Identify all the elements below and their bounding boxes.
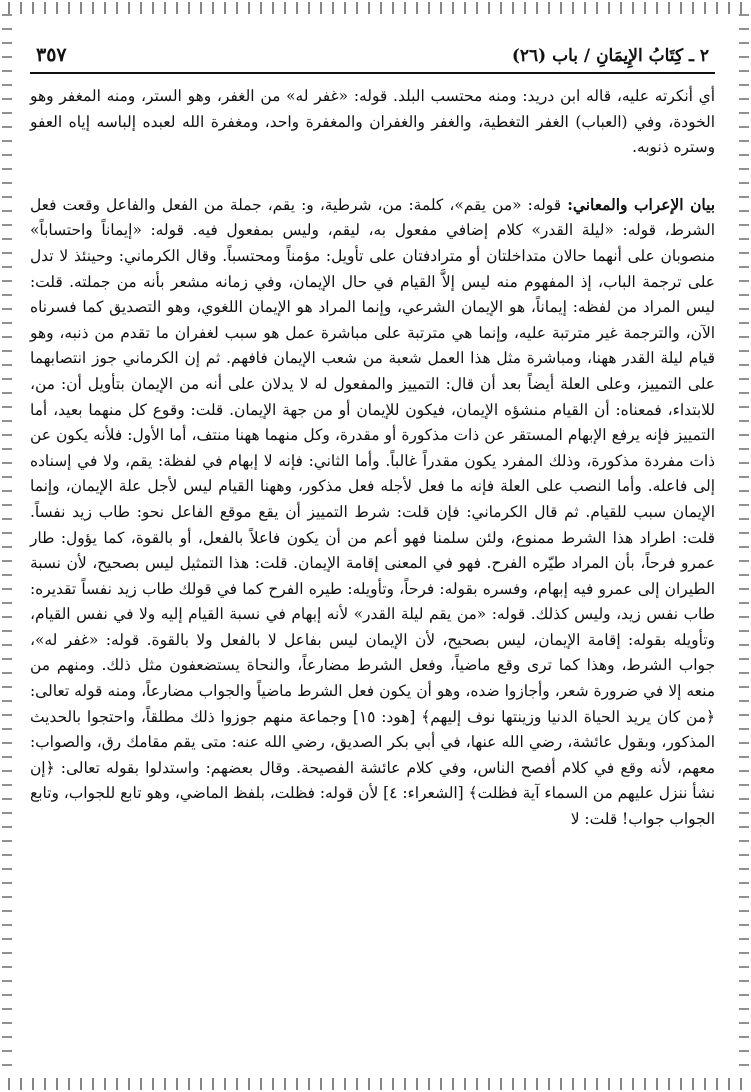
chapter-title: ٢ ـ كِتَابُ الإِيمَانِ / باب (٢٦)	[511, 46, 709, 66]
page-number: ٣٥٧	[36, 44, 67, 66]
book-page	[30, 42, 715, 1064]
paragraph-2-body: قوله: «من يقم»، كلمة: من، شرطية، و: يقم، جملة من الفعل والفاعل وقعت فعل الشرط، قوله: «ليلة القدر» كلام إضافي مفعول به، ليقم، وليس بمفعول فيه. قوله: «إيماناً واحتساباً» منصوبان على أنهما حالان متداخلتان أو مترادفتان على تأويل: مؤمناً ومحتسباً. وقال الكرماني: وحينئذ لا تدل على ترجمة الباب، إذ المفهوم منه ليس إلاَّ القيام في حال الإيمان، وفي زمانه مشعر بأنه من جملته. قلت: ليس المراد من لفظه: إيماناً، هو الإيمان الشرعي، وإنما المراد هو الإيمان اللغوي، وهو التصديق كما فسرناه الآن، والترجمة غير مترتبة عليه، وإنما هي مترتبة على مباشرة عمل هو سبب لغفران ما تقدم من ذنبه، وهو قيام ليلة القدر ههنا، ومباشرة مثل هذا العمل شعبة من شعب الإيمان فافهم. ثم إن الكرماني جوز انتصابهما على التمييز، وعلى العلة أيضاً بعد أن قال: التمييز والمفعول له لا يدلان على أنه من الإيمان بتأويل أن: من، للابتداء، فمعناه: أن القيام منشؤه الإيمان، فيكون للإيمان أو من جهة الإيمان. قلت: وقوع كل منهما بعيد، أما التمييز فإنه يرفع الإبهام المستقر عن ذات مذكورة أو مقدرة، وكل منهما ههنا منتف، أما الأول: فلأنه يكون عن ذات مفردة مذكورة، وذلك المفرد يكون مقدراً غالباً. وأما الثاني: فإنه لا إبهام في لفظة: يقم، ولا في إسناده إلى فاعله. وأما النصب على العلة فإنه ما فعل لأجله فعل مذكور، وههنا القيام ليس لأجل علة الإيمان، وإنما الإيمان سبب للقيام. ثم قال الكرماني: فإن قلت: شرط التمييز أن يقع موقع الفاعل نحو: طاب زيد نفساً. قلت: اطراد هذا الشرط ممنوع، ولئن سلمنا فهو أعم من أن يكون فاعلاً بالفعل، أو بالقوة، كما يؤول: طار عمرو فرحاً، بأن المراد طيّره الفرح. فهو في المعنى إقامة الإيمان. قلت: هذا التمثيل ليس بصحيح، لأن نسبة الطيران إلى عمرو فيه إبهام، وفسره بقوله: فرحاً، وتأويله: طيره الفرح كما في قولك طاب زيد نفساً تقديره: طاب نفس زيد، وليس كذلك. قوله: «من يقم ليلة القدر» لأنه إبهام في نسبة القيام إليه ولا في نفس القيام، وتأويله بقوله: إقامة الإيمان، ليس بصحيح، لأن الإيمان ليس بفاعل لا بالفعل ولا بالقوة. قوله: «غفر له»، جواب الشرط، وهذا كما ترى وقع ماضياً، وفعل الشرط مضارعاً، والنحاة يستضعفون مثل ذلك. ومنهم من منعه إلا في ضرورة شعر، وأجازوا ضده، وهو أن يكون فعل الشرط ماضياً والجواب مضارعاً، ومنه قوله تعالى: ﴿من كان يريد الحياة الدنيا وزينتها نوف إليهم﴾ [هود: ١٥] وجماعة منهم جوزوا ذلك مطلقاً، واحتجوا بالحديث المذكور، وبقول عائشة، رضي الله عنها، في أبي بكر الصديق، رضي الله عنه: متى يقم مقامك رق، والصواب: معهم، لأنه وقع في كلام أفصح الناس، وفي كلام عائشة الفصيحة. وقال بعضهم: واستدلوا بقوله تعالى: ﴿إن نشأ ننزل عليهم من السماء آية فظلت﴾ [الشعراء: ٤] لأن قوله: فظلت، بلفظ الماضي، وهو تابع للجواب، وتابع الجواب جواب! قلت: لا	[30, 195, 716, 829]
section-heading: بيان الإعراب والمعاني:	[567, 195, 715, 214]
paragraph-1: أي أنكرته عليه، قاله ابن دريد: ومنه محتسب البلد. قوله: «غفر له» من الغفر، وهو الستر، ومنه المغفر وهو الخودة، وفي (العباب) الغفر التغطية، والغفر والغفران والمغفرة واحد، ومغفرة الله لعبده إلباسه إياه العفو وستره ذنوبه.	[30, 87, 715, 157]
paragraph-2	[30, 193, 715, 833]
decorative-border-left	[2, 14, 12, 1078]
decorative-border-top	[8, 2, 743, 14]
decorative-border-bottom	[8, 1078, 743, 1090]
decorative-border-right	[739, 14, 749, 1078]
running-header	[30, 42, 715, 74]
